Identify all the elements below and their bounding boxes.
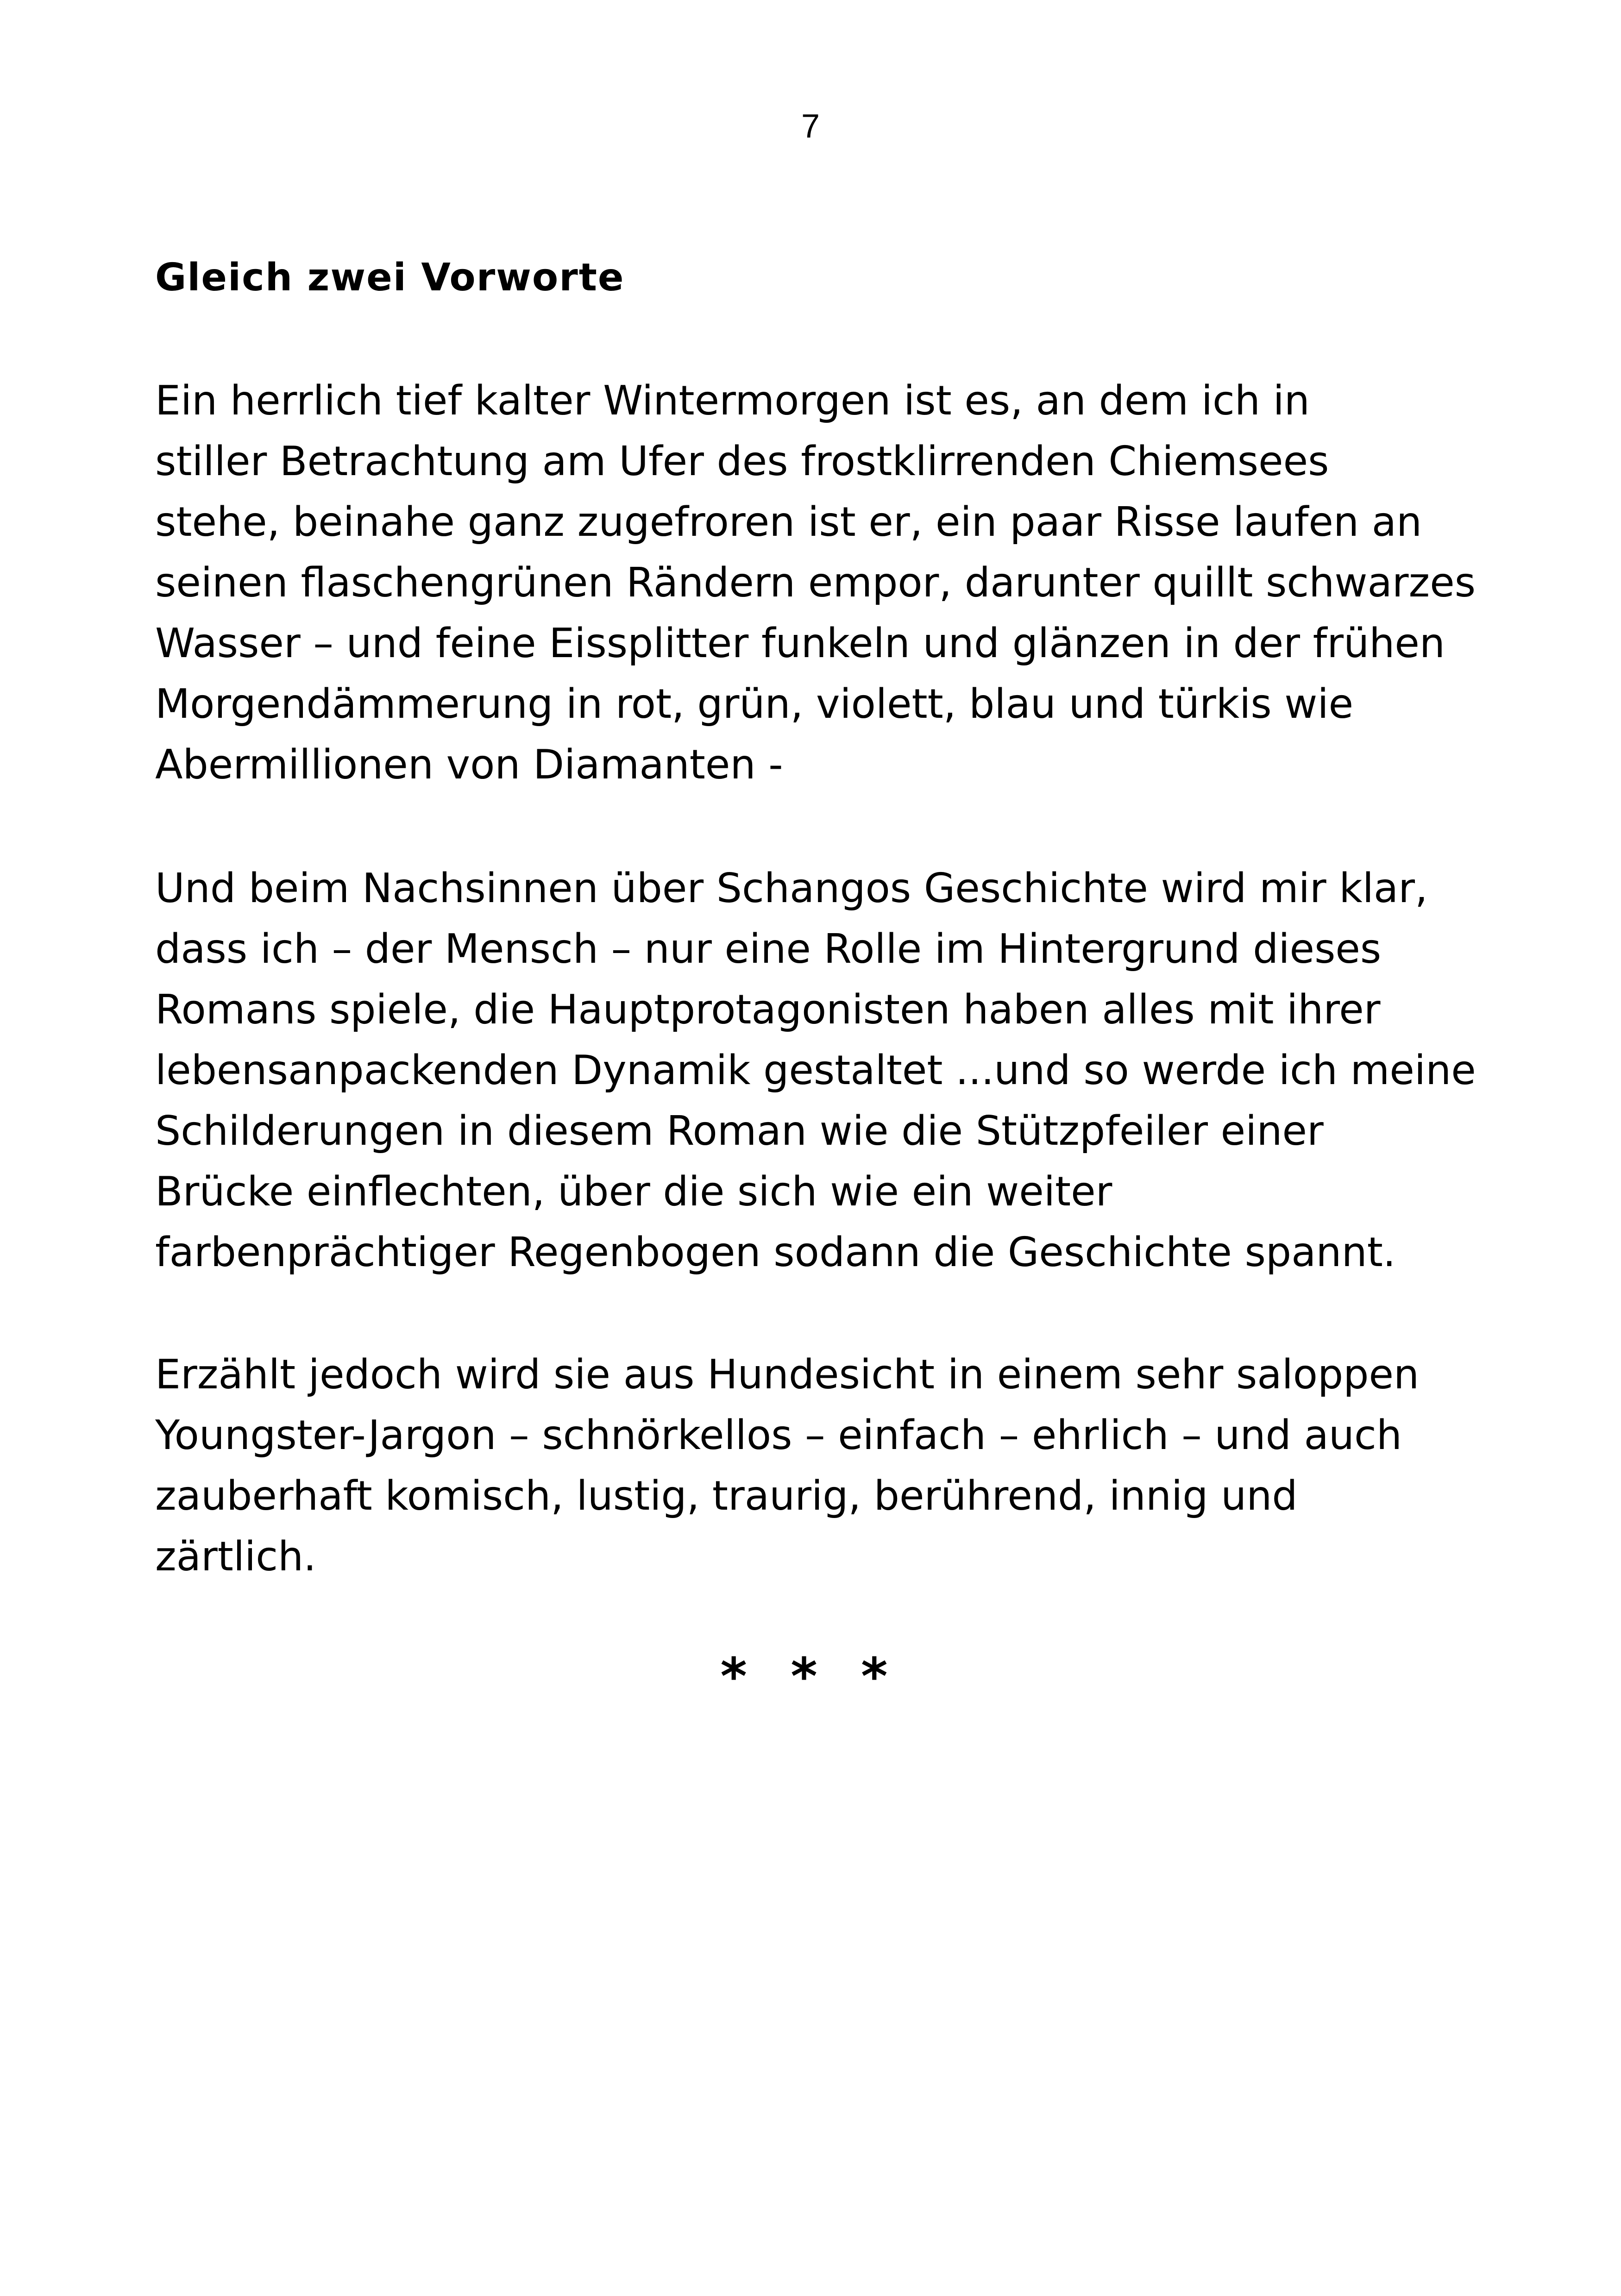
paragraph-line: lebensanpackenden Dynamik gestaltet ...und so werde ich meine [155,1047,1476,1094]
paragraph-line: Brücke einflechten, über die sich wie ein weiter [155,1168,1112,1215]
paragraph-line: Wasser – und feine Eissplitter funkeln und glänzen in der frühen [155,620,1445,667]
page-number: 7 [801,108,820,145]
paragraph-3 [155,1344,1498,1587]
paragraph-line: zauberhaft komisch, lustig, traurig, berührend, innig und [155,1472,1298,1519]
paragraph-line: stehe, beinahe ganz zugefroren ist er, ein paar Risse laufen an [155,498,1422,546]
paragraph-line: Erzählt jedoch wird sie aus Hundesicht in einem sehr saloppen [155,1351,1420,1398]
paragraph-line: Morgendämmerung in rot, grün, violett, blau und türkis wie [155,680,1354,728]
paragraph-line: Schilderungen in diesem Roman wie die Stützpfeiler einer [155,1107,1324,1154]
section-separator: * * * [720,1647,901,1706]
paragraph-line: Ein herrlich tief kalter Wintermorgen ist es, an dem ich in [155,377,1310,424]
paragraph-line: farbenprächtiger Regenbogen sodann die Geschichte spannt. [155,1229,1396,1276]
paragraph-line: Romans spiele, die Hauptprotagonisten haben alles mit ihrer [155,986,1381,1033]
paragraph-1 [155,370,1498,795]
section-heading: Gleich zwei Vorworte [155,256,625,300]
paragraph-line: seinen flaschengrünen Rändern empor, darunter quillt schwarzes [155,559,1476,606]
paragraph-line: Abermillionen von Diamanten - [155,741,783,788]
paragraph-line: Und beim Nachsinnen über Schangos Geschichte wird mir klar, [155,865,1428,912]
paragraph-line: zärtlich. [155,1533,316,1580]
paragraph-2 [155,858,1498,1283]
paragraph-line: stiller Betrachtung am Ufer des frostklirrenden Chiemsees [155,438,1329,485]
paragraph-line: dass ich – der Mensch – nur eine Rolle im Hintergrund dieses [155,925,1382,972]
paragraph-line: Youngster-Jargon – schnörkellos – einfach – ehrlich – und auch [155,1411,1402,1459]
